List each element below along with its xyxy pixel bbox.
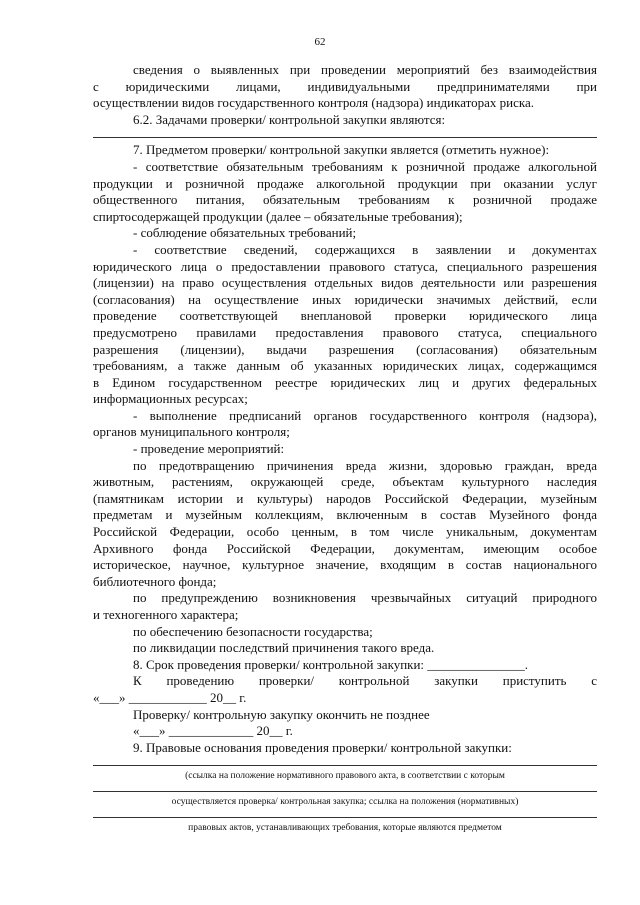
- text-line: (согласования) на осуществление иных юридически значимых действий, если: [93, 291, 597, 307]
- text-line: и техногенного характера;: [93, 607, 239, 622]
- text-line: 6.2. Задачами проверки/ контрольной закупки являются:: [133, 111, 446, 127]
- blank-fill-line: [93, 791, 597, 792]
- text-line: - выполнение предписаний органов государственного контроля (надзора),: [133, 407, 597, 423]
- page-number: 62: [314, 36, 326, 48]
- text-line: в Едином государственном реестре юридических лиц и других федеральных: [93, 374, 597, 390]
- text-line: осуществлении видов государственного контроля (надзора) индикаторах риска.: [93, 95, 535, 111]
- text-line: спиртосодержащей продукции (далее – обязательные требования);: [93, 208, 463, 224]
- text-line: разрешения (лицензии), выдачи разрешения (согласования) обязательным: [93, 341, 597, 357]
- field-caption: правовых актов, устанавливающих требования, которые являются предметом: [188, 823, 502, 834]
- text-line: историческое, научное, культурное значение, входящим в состав национального: [93, 557, 597, 573]
- text-line: продукции и розничной продаже алкогольной продукции при оказании услуг: [93, 175, 597, 191]
- text-line: 9. Правовые основания проведения проверки/ контрольной закупки:: [133, 739, 512, 755]
- text-line: сведения о выявленных при проведении мероприятий без взаимодействия: [133, 62, 597, 77]
- document-body: [93, 62, 597, 834]
- text-line: 7. Предметом проверки/ контрольной закупки является (отметить нужное):: [133, 142, 550, 158]
- text-line: (лицензии) на право осуществления отдельных видов деятельности или разрешения: [93, 275, 597, 291]
- text-line: общественного питания, обязательным требованиям к розничной продаже: [93, 192, 597, 208]
- text-line: информационных ресурсах;: [93, 391, 248, 407]
- text-line: органов муниципального контроля;: [93, 424, 290, 440]
- text-line: 8. Срок проведения проверки/ контрольной закупки: _______________.: [133, 656, 529, 672]
- text-line: предметам и музейным коллекциям, включенным в состав Музейного фонда: [93, 507, 597, 523]
- text-line: (памятникам истории и культуры) народов Российской Федерации, музейным: [93, 490, 597, 506]
- blank-fill-line: [93, 137, 597, 138]
- text-line: «___» _____________ 20__ г.: [133, 723, 293, 739]
- text-line: требованиям, а также данным об указанных юридических лицах, содержащимся: [93, 358, 597, 374]
- text-line: - соответствие сведений, содержащихся в заявлении и документах: [133, 241, 597, 257]
- text-line: - проведение мероприятий:: [133, 441, 285, 457]
- text-line: Российской Федерации, особо ценным, в том числе уникальным, документам: [93, 524, 597, 540]
- field-caption: (ссылка на положение нормативного правового акта, в соответствии с которым: [185, 771, 505, 782]
- text-line: юридического лица о предоставлении правового статуса, специального разрешения: [93, 258, 597, 274]
- text-line: животным, растениям, окружающей среде, объектам культурного наследия: [93, 474, 597, 490]
- text-line: - соблюдение обязательных требований;: [133, 225, 357, 241]
- text-line: по ликвидации последствий причинения такого вреда.: [133, 640, 435, 656]
- blank-fill-line: [93, 817, 597, 818]
- blank-fill-line: [93, 765, 597, 766]
- text-line: по обеспечению безопасности государства;: [133, 623, 373, 639]
- text-line: - соответствие обязательным требованиям к розничной продаже алкогольной: [133, 158, 597, 174]
- text-line: «___» ____________ 20__ г.: [93, 689, 247, 705]
- text-line: предусмотрено правилами предоставления правового статуса, специального: [93, 324, 597, 340]
- text-line: по предупреждению возникновения чрезвычайных ситуаций природного: [133, 590, 597, 606]
- text-line: по предотвращению причинения вреда жизни, здоровью граждан, вреда: [133, 457, 597, 473]
- text-line: библиотечного фонда;: [93, 573, 217, 589]
- text-line: Архивного фонда Российской Федерации, документам, имеющим особое: [93, 540, 597, 556]
- text-line: К проведению проверки/ контрольной закупки приступить с: [133, 673, 597, 689]
- text-line: с юридическими лицами, индивидуальными предпринимателями при: [93, 78, 597, 94]
- text-line: Проверку/ контрольную закупку окончить не позднее: [133, 706, 430, 722]
- text-line: проведение соответствующей внеплановой проверки юридического лица: [93, 308, 597, 324]
- field-caption: осуществляется проверка/ контрольная закупка; ссылка на положения (нормативных): [171, 797, 519, 808]
